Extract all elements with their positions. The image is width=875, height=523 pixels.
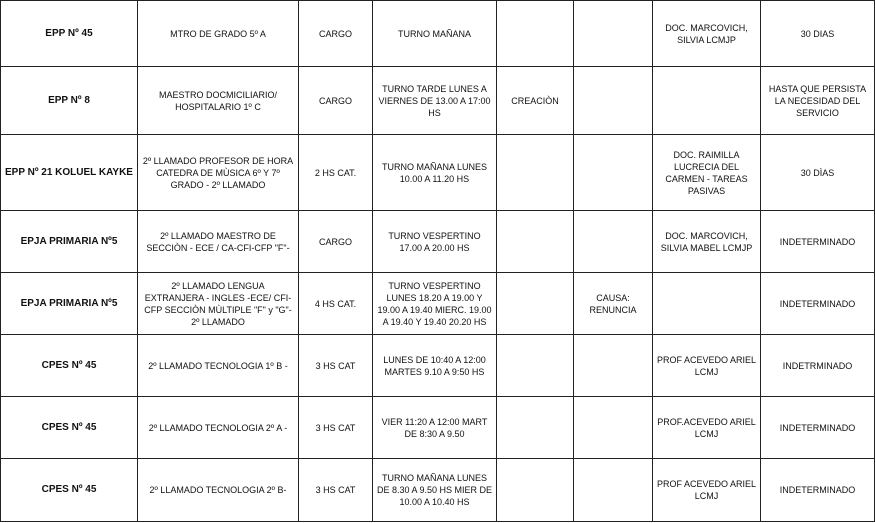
school-cell: CPES Nº 45 xyxy=(1,397,138,459)
cause-cell xyxy=(574,335,653,397)
table-row xyxy=(1,211,875,273)
schedule-cell: LUNES DE 10:40 A 12:00 MARTES 9.10 A 9:50 HS xyxy=(373,335,497,397)
cause-cell xyxy=(574,397,653,459)
duration-cell: 30 DIAS xyxy=(761,1,875,67)
table-row xyxy=(1,459,875,522)
duration-cell: INDETERMINADO xyxy=(761,459,875,522)
teacher-cell: PROF.ACEVEDO ARIEL LCMJ xyxy=(653,397,761,459)
position-cell: 2º LLAMADO TECNOLOGIA 2º B- xyxy=(138,459,299,522)
table-row xyxy=(1,67,875,135)
type-cell: 3 HS CAT xyxy=(299,459,373,522)
table-row xyxy=(1,1,875,67)
type-cell: CARGO xyxy=(299,1,373,67)
school-cell: EPP Nº 45 xyxy=(1,1,138,67)
type-cell: 4 HS CAT. xyxy=(299,273,373,335)
duration-cell: HASTA QUE PERSISTA LA NECESIDAD DEL SERVICIO xyxy=(761,67,875,135)
teacher-cell: DOC. RAIMILLA LUCRECIA DEL CARMEN - TAREAS PASIVAS xyxy=(653,135,761,211)
reason-cell xyxy=(497,273,574,335)
duration-cell: INDETERMINADO xyxy=(761,211,875,273)
school-cell: CPES Nº 45 xyxy=(1,459,138,522)
position-cell: 2º LLAMADO PROFESOR DE HORA CATEDRA DE MÙSICA 6º Y 7º GRADO - 2º LLAMADO xyxy=(138,135,299,211)
position-cell: 2º LLAMADO TECNOLOGIA 2º A - xyxy=(138,397,299,459)
school-cell: CPES Nº 45 xyxy=(1,335,138,397)
reason-cell xyxy=(497,335,574,397)
cause-cell xyxy=(574,211,653,273)
type-cell: CARGO xyxy=(299,67,373,135)
reason-cell xyxy=(497,1,574,67)
reason-cell xyxy=(497,211,574,273)
position-cell: MAESTRO DOCMICILIARIO/ HOSPITALARIO 1º C xyxy=(138,67,299,135)
table-row xyxy=(1,335,875,397)
table-row xyxy=(1,273,875,335)
type-cell: 2 HS CAT. xyxy=(299,135,373,211)
cause-cell xyxy=(574,67,653,135)
school-cell: EPP Nº 8 xyxy=(1,67,138,135)
cause-cell xyxy=(574,1,653,67)
table-row xyxy=(1,397,875,459)
position-cell: 2º LLAMADO TECNOLOGIA 1º B - xyxy=(138,335,299,397)
schedule-cell: TURNO MAÑANA LUNES 10.00 A 11.20 HS xyxy=(373,135,497,211)
school-cell: EPJA PRIMARIA Nº5 xyxy=(1,273,138,335)
teacher-cell: DOC. MARCOVICH, SILVIA LCMJP xyxy=(653,1,761,67)
position-cell: 2º LLAMADO LENGUA EXTRANJERA - INGLES -ECE/ CFI-CFP SECCIÒN MÙLTIPLE "F" y "G"- 2º LLAMADO xyxy=(138,273,299,335)
school-cell: EPP Nº 21 KOLUEL KAYKE xyxy=(1,135,138,211)
teacher-cell: PROF ACEVEDO ARIEL LCMJ xyxy=(653,335,761,397)
duration-cell: INDETRMINADO xyxy=(761,335,875,397)
cause-cell: CAUSA: RENUNCIA xyxy=(574,273,653,335)
schedule-cell: TURNO VESPERTINO LUNES 18.20 A 19.00 Y 19.00 A 19.40 MIERC. 19.00 A 19.40 Y 19.40 20.20 HS xyxy=(373,273,497,335)
reason-cell: CREACIÒN xyxy=(497,67,574,135)
school-cell: EPJA PRIMARIA Nº5 xyxy=(1,211,138,273)
reason-cell xyxy=(497,459,574,522)
schedule-cell: TURNO MAÑANA LUNES DE 8.30 A 9.50 HS MIER DE 10.00 A 10.40 HS xyxy=(373,459,497,522)
type-cell: 3 HS CAT xyxy=(299,335,373,397)
schedule-cell: TURNO MAÑANA xyxy=(373,1,497,67)
teacher-cell: PROF ACEVEDO ARIEL LCMJ xyxy=(653,459,761,522)
cause-cell xyxy=(574,135,653,211)
teacher-cell xyxy=(653,273,761,335)
duration-cell: 30 DÌAS xyxy=(761,135,875,211)
type-cell: CARGO xyxy=(299,211,373,273)
duration-cell: INDETERMINADO xyxy=(761,397,875,459)
schedule-cell: TURNO TARDE LUNES A VIERNES DE 13.00 A 17:00 HS xyxy=(373,67,497,135)
reason-cell xyxy=(497,397,574,459)
duration-cell: INDETERMINADO xyxy=(761,273,875,335)
teacher-cell: DOC. MARCOVICH, SILVIA MABEL LCMJP xyxy=(653,211,761,273)
table-row xyxy=(1,135,875,211)
schedule-cell: VIER 11:20 A 12:00 MART DE 8:30 A 9.50 xyxy=(373,397,497,459)
cause-cell xyxy=(574,459,653,522)
reason-cell xyxy=(497,135,574,211)
position-cell: 2º LLAMADO MAESTRO DE SECCIÒN - ECE / CA-CFI-CFP "F"- xyxy=(138,211,299,273)
schedule-cell: TURNO VESPERTINO 17.00 A 20.00 HS xyxy=(373,211,497,273)
type-cell: 3 HS CAT xyxy=(299,397,373,459)
position-cell: MTRO DE GRADO 5º A xyxy=(138,1,299,67)
teacher-cell xyxy=(653,67,761,135)
